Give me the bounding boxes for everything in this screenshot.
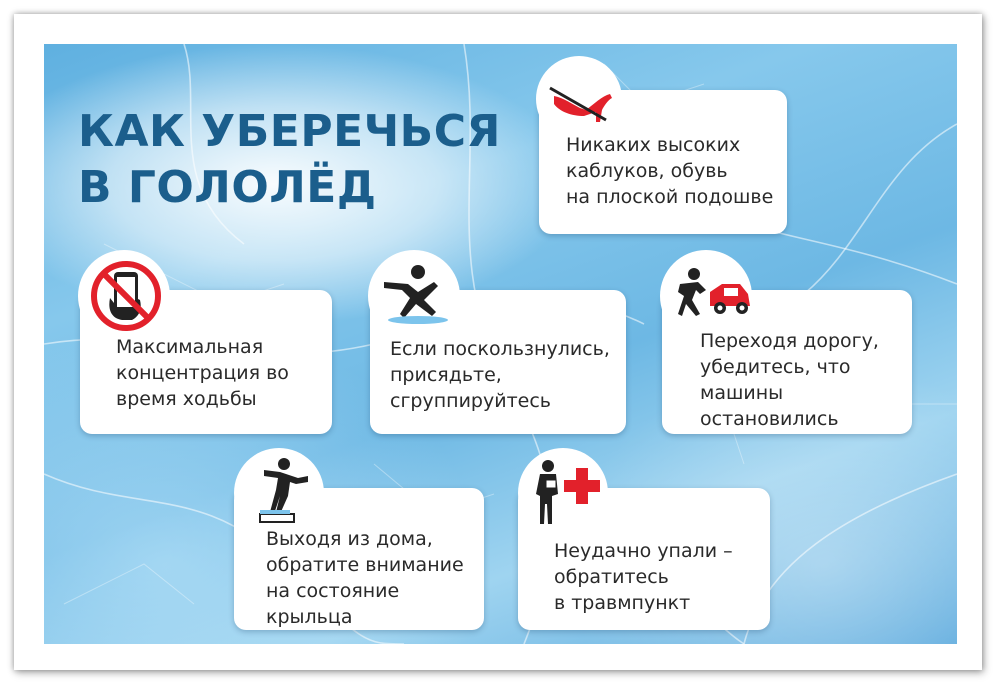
tip-text-if-slipped: Если поскользнулись, присядьте, сгруппируйтесь: [390, 338, 610, 412]
title-line-2: В ГОЛОЛЁД: [78, 162, 377, 213]
tip-text-flat-shoes: Никаких высоких каблуков, обувь на плоской подошве: [566, 134, 774, 208]
tip-text-crossing-road: Переходя дорогу, убедитесь, что машины остановились: [700, 330, 879, 430]
no-phone-icon: [88, 258, 164, 334]
injured-person-first-aid-icon: [528, 458, 608, 528]
car-hitting-person-icon: [670, 266, 752, 326]
high-heel-crossed-icon: [546, 74, 616, 124]
tip-text-first-aid: Неудачно упали – обратитесь в травмпункт: [554, 540, 733, 614]
poster-title: [78, 104, 501, 216]
tip-text-concentration: Максимальная концентрация во время ходьбы: [116, 336, 289, 410]
title-line-1: КАК УБЕРЕЧЬСЯ: [78, 106, 501, 157]
tip-text-porch: Выходя из дома, обратите внимание на состояние крыльца: [266, 528, 464, 628]
ice-safety-poster: [44, 44, 957, 644]
slipping-person-icon: [378, 262, 454, 326]
person-on-icy-step-icon: [250, 456, 314, 528]
